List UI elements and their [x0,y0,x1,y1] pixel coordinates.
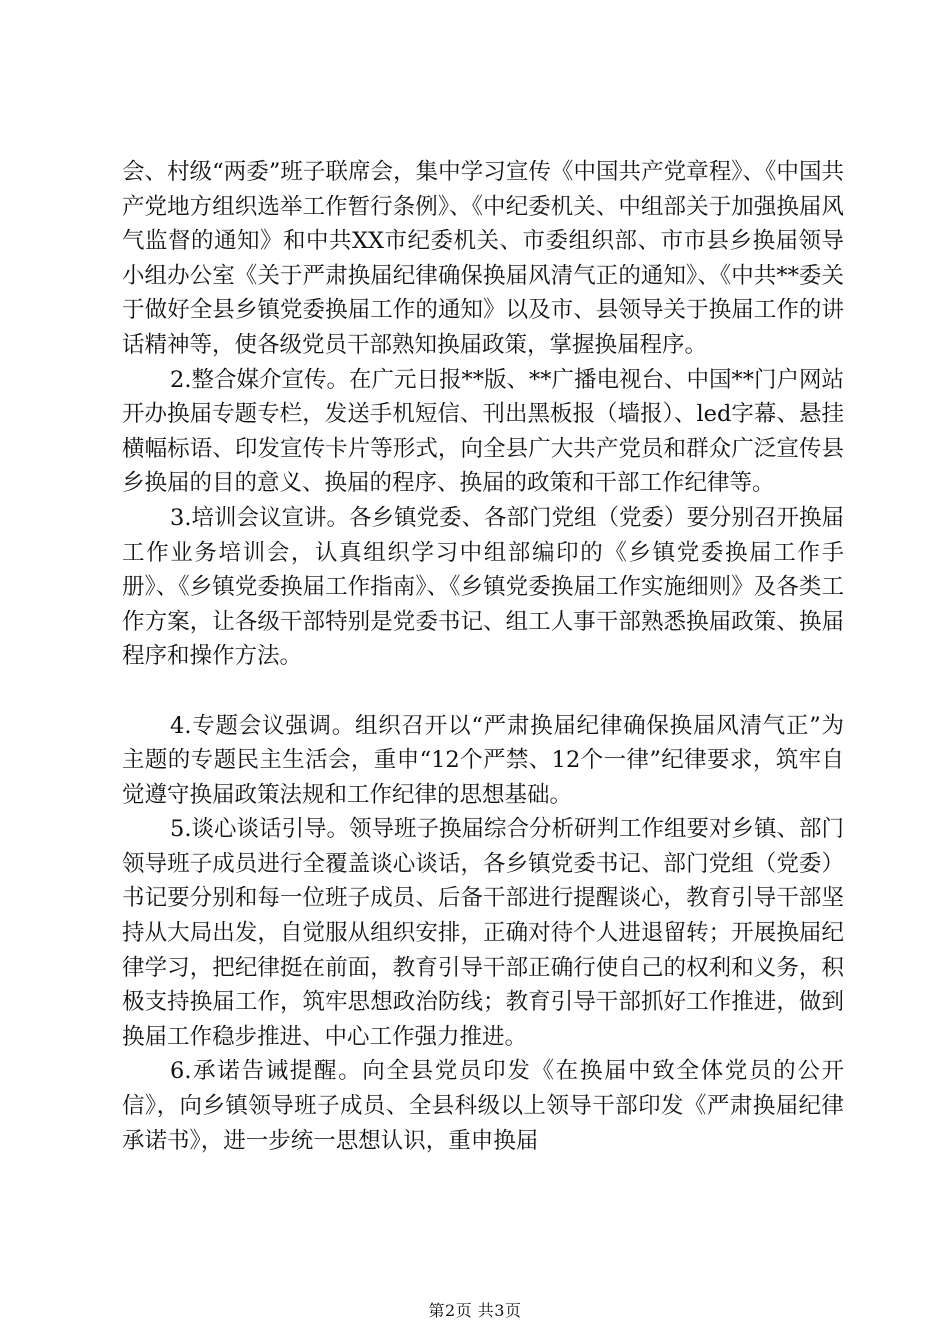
paragraph-intro-continued: 会、村级“两委”班子联席会，集中学习宣传《中国共产党章程》、《中国共产党地方组织选举工作暂行条例》、《中纪委机关、中组部关于加强换届风气监督的通知》和中共XX市纪委机关、市委组织部、市市县乡换届领导小组办公室《关于严肃换届纪律确保换届风清气正的通知》、《中共**委关于做好全县乡镇党委换届工作的通知》以及市、县领导关于换届工作的讲话精神等，使各级党员干部熟知换届政策，掌握换届程序。 [122,159,844,358]
paragraph-heart-to-heart-talk: 5.谈心谈话引导。领导班子换届综合分析研判工作组要对乡镇、部门领导班子成员进行全覆盖谈心谈话，各乡镇党委书记、部门党组（党委）书记要分别和每一位班子成员、后备干部进行提醒谈心，教育引导干部坚持从大局出发，自觉服从组织安排，正确对待个人进退留转；开展换届纪律学习，把纪律挺在前面，教育引导干部正确行使自己的权利和义务，积极支持换届工作，筑牢思想政治防线；教育引导干部抓好工作推进，做到换届工作稳步推进、中心工作强力推进。 [122,816,844,1050]
paragraph-commitment-warning: 6.承诺告诫提醒。向全县党员印发《在换届中致全体党员的公开信》，向乡镇领导班子成员、全县科级以上领导干部印发《严肃换届纪律承诺书》，进一步统一思想认识，重申换届 [122,1058,844,1154]
paragraph-special-meeting: 4.专题会议强调。组织召开以“严肃换届纪律确保换届风清气正”为主题的专题民主生活会，重申“12个严禁、12个一律”纪律要求，筑牢自觉遵守换届政策法规和工作纪律的思想基础。 [122,712,844,808]
document-body [122,155,844,1158]
paragraph-media-publicity: 2.整合媒介宣传。在广元日报**版、**广播电视台、中国**门户网站开办换届专题专栏，发送手机短信、刊出黑板报（墙报）、led字幕、悬挂横幅标语、印发宣传卡片等形式，向全县广大共产党员和群众广泛宣传县乡换届的目的意义、换届的程序、换届的政策和干部工作纪律等。 [122,366,844,497]
paragraph-training-meeting: 3.培训会议宣讲。各乡镇党委、各部门党组（党委）要分别召开换届工作业务培训会，认真组织学习中组部编印的《乡镇党委换届工作手册》、《乡镇党委换届工作指南》、《乡镇党委换届工作实施细则》及各类工作方案，让各级干部特别是党委书记、组工人事干部熟悉换届政策、换届程序和操作方法。 [122,504,844,670]
paragraph-spacer [122,674,844,709]
page-number-footer: 第2页 共3页 [428,1301,522,1320]
